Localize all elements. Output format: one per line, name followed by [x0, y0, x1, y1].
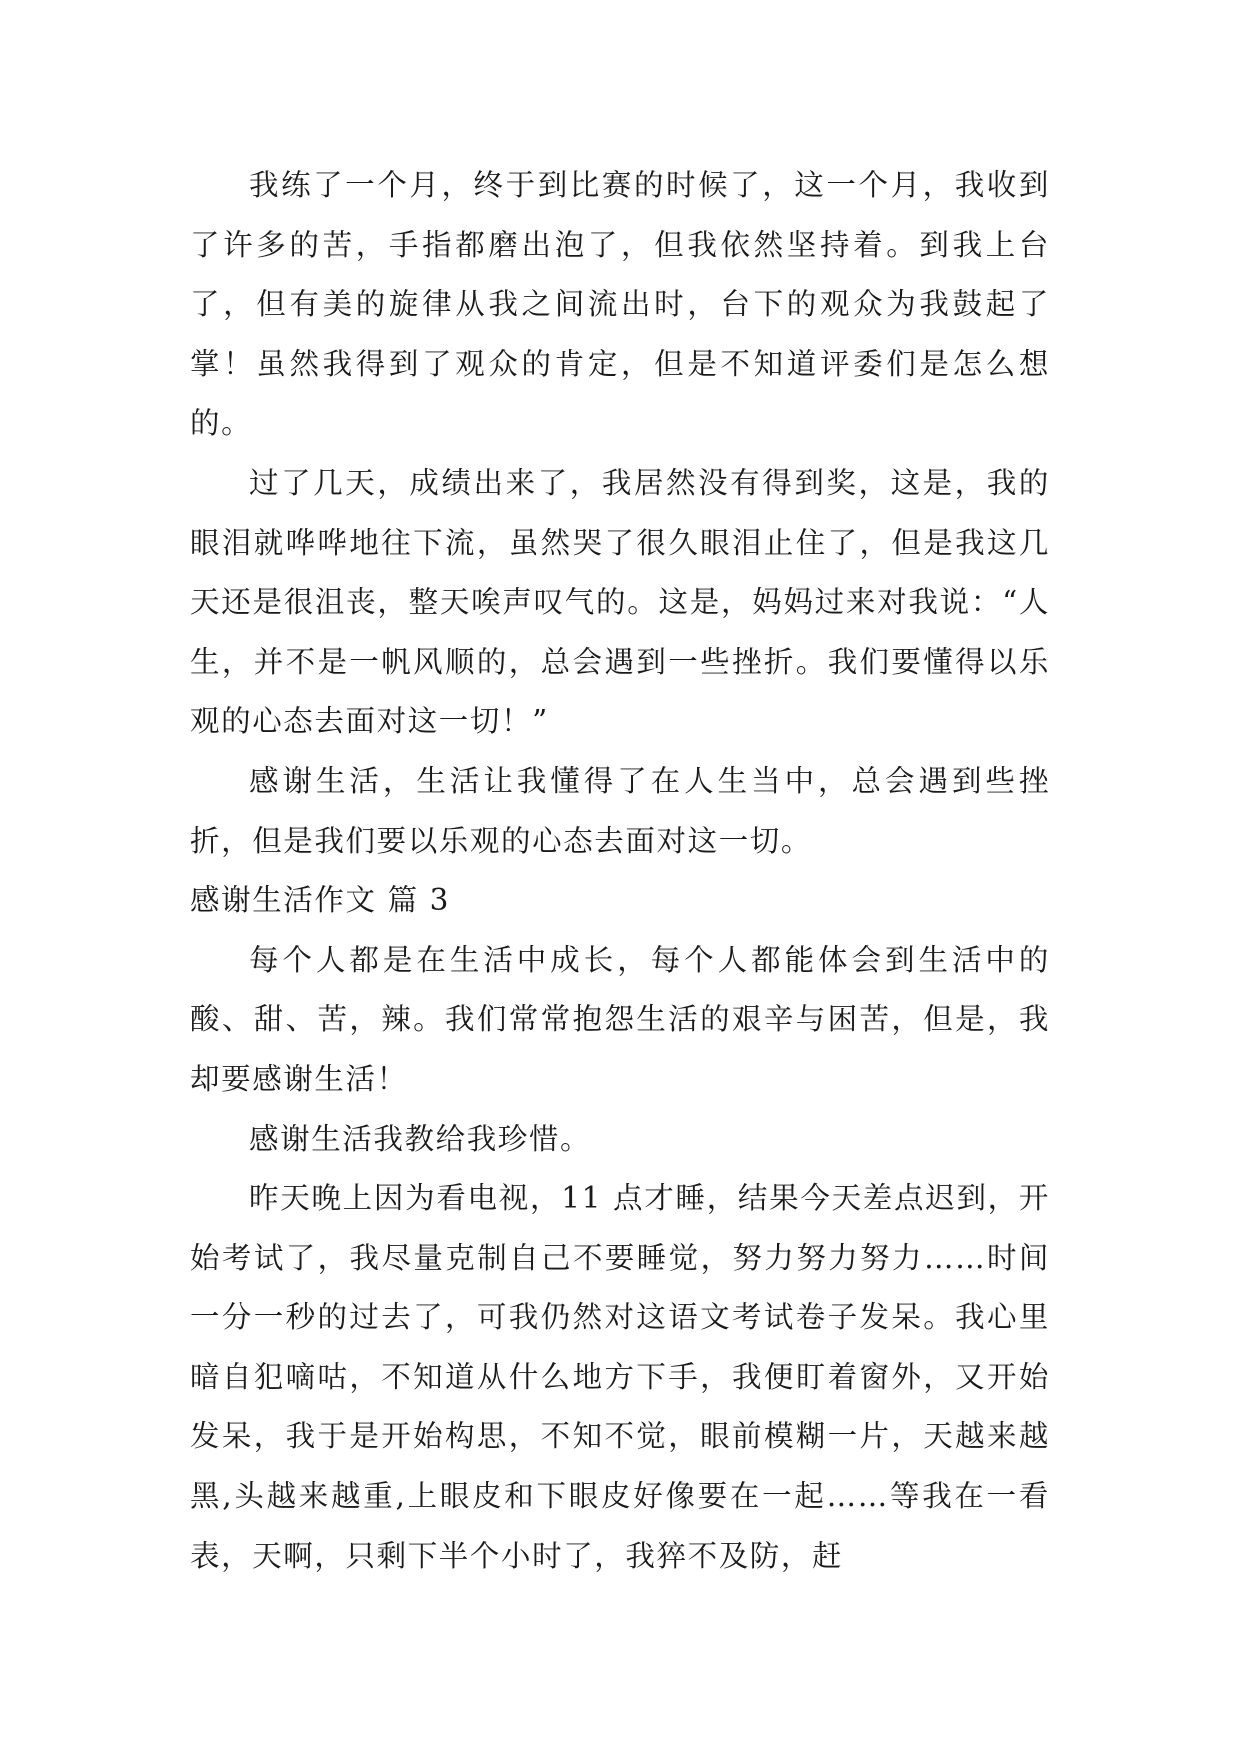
paragraph-practice: 我练了一个月，终于到比赛的时候了，这一个月，我收到了许多的苦，手指都磨出泡了，但我依然坚持着。到我上台了，但有美的旋律从我之间流出时，台下的观众为我鼓起了掌！虽然我得到了观众的肯定，但是不知道评委们是怎么想的。: [190, 168, 1050, 441]
document-body: [190, 156, 1050, 1586]
paragraph-thanks-life: 感谢生活，生活让我懂得了在人生当中，总会遇到些挫折，但是我们要以乐观的心态去面对这一切。: [190, 763, 1050, 858]
paragraph-results: 过了几天，成绩出来了，我居然没有得到奖，这是，我的眼泪就哗哗地往下流，虽然哭了很久眼泪止住了，但是我这几天还是很沮丧，整天唉声叹气的。这是，妈妈过来对我说：“人生，并不是一帆风顺的，总会遇到一些挫折。我们要懂得以乐观的心态去面对这一切！”: [190, 465, 1050, 739]
paragraph-exam: 昨天晚上因为看电视，11 点才睡，结果今天差点迟到，开始考试了，我尽量克制自己不要睡觉，努力努力努力……时间一分一秒的过去了，可我仍然对这语文考试卷子发呆。我心里暗自犯嘀咕，不知道从什么地方下手，我便盯着窗外，又开始发呆，我于是开始构思，不知不觉，眼前模糊一片，天越来越黑,头越来越重,上眼皮和下眼皮好像要在一起……等我在一看表，天啊，只剩下半个小时了，我猝不及防，赶: [190, 1181, 1050, 1573]
paragraph-cherish: 感谢生活我教给我珍惜。: [249, 1121, 592, 1156]
paragraph-growth: 每个人都是在生活中成长，每个人都能体会到生活中的酸、甜、苦，辣。我们常常抱怨生活的艰辛与困苦，但是，我却要感谢生活！: [190, 942, 1050, 1096]
section-heading: 感谢生活作文 篇 3: [190, 883, 451, 918]
